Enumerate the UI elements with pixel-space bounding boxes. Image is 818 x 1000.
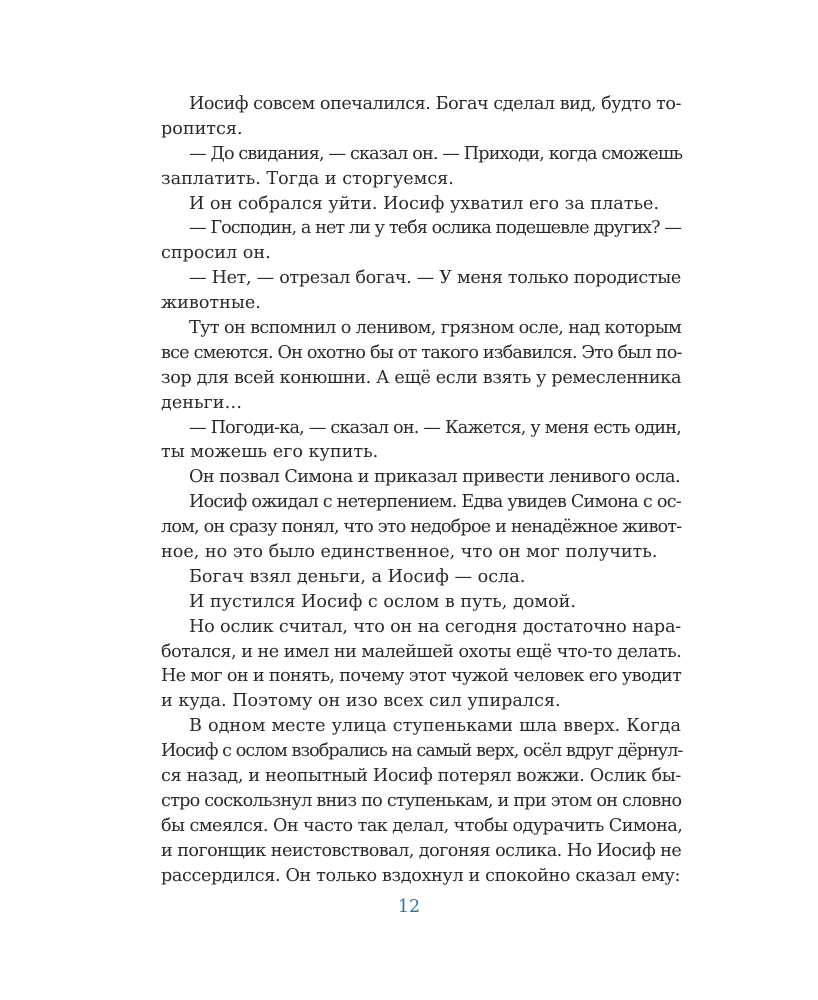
text-line: Но ослик считал, что он на сегодня достаточно нара- — [189, 616, 681, 637]
paragraph — [161, 465, 681, 490]
page-number: 12 — [397, 897, 421, 917]
text-line: Не мог он и понять, почему этот чужой человек его уводит — [161, 666, 682, 687]
text-line: Иосиф ожидал с нетерпением. Едва увидев Симона с ос- — [189, 492, 681, 513]
text-line: Он позвал Симона и приказал привести ленивого осла. — [189, 467, 681, 488]
paragraph — [161, 490, 681, 565]
paragraph — [161, 316, 681, 416]
text-line: стро соскользнул вниз по ступенькам, и при этом он словно — [161, 790, 682, 811]
text-line: ботался, и не имел ни малейшей охоты ещё что-то делать. — [161, 641, 682, 662]
paragraph — [161, 216, 681, 266]
paragraph — [161, 714, 681, 888]
text-line: все смеются. Он охотно бы от такого избавился. Это был по- — [161, 342, 682, 363]
text-line: бы смеялся. Он часто так делал, чтобы одурачить Симона, — [161, 815, 683, 836]
paragraph — [161, 192, 681, 217]
paragraph — [161, 615, 681, 715]
text-line: — Погоди-ка, — сказал он. — Кажется, у меня есть один, — [189, 417, 681, 438]
text-line: спросил он. — [161, 243, 271, 264]
text-line: ты можешь его купить. — [161, 442, 379, 463]
text-line: зор для всей конюшни. А ещё если взять у ремесленника — [161, 367, 682, 388]
text-line: и погонщик неистовствовал, догоняя ослика. Но Иосиф не — [161, 840, 682, 861]
text-line: ное, но это было единственное, что он мог получить. — [161, 542, 658, 563]
paragraph — [161, 266, 681, 316]
body-text — [161, 92, 681, 889]
text-line: И пустился Иосиф с ослом в путь, домой. — [189, 591, 576, 612]
paragraph — [161, 565, 681, 590]
paragraph — [161, 416, 681, 466]
text-line: — Нет, — отрезал богач. — У меня только породистые — [189, 268, 681, 289]
text-line: Иосиф с ослом взобрались на самый верх, осёл вдруг дёрнул- — [161, 741, 683, 762]
text-line: лом, он сразу понял, что это недоброе и ненадёжное живот- — [161, 517, 682, 538]
text-line: В одном месте улица ступеньками шла вверх. Когда — [189, 716, 681, 737]
text-line: ропится. — [161, 118, 243, 139]
text-line: заплатить. Тогда и сторгуемся. — [161, 168, 454, 189]
paragraph — [161, 590, 681, 615]
text-line: И он собрался уйти. Иосиф ухватил его за платье. — [189, 193, 660, 214]
paragraph — [161, 142, 681, 192]
text-line: — Господин, а нет ли у тебя ослика подешевле других? — — [189, 218, 681, 239]
text-line: ся назад, и неопытный Иосиф потерял вожжи. Ослик бы- — [161, 766, 681, 787]
text-line: и куда. Поэтому он изо всех сил упирался. — [161, 691, 561, 712]
text-line: животные. — [161, 293, 261, 314]
text-line: деньги… — [161, 392, 243, 413]
text-line: Тут он вспомнил о ленивом, грязном осле, над которым — [189, 318, 682, 339]
text-line: Иосиф совсем опечалился. Богач сделал вид, будто то- — [189, 94, 682, 114]
text-line: — До свидания, — сказал он. — Приходи, когда сможешь — [189, 143, 683, 164]
paragraph — [161, 92, 681, 142]
text-line: Богач взял деньги, а Иосиф — осла. — [189, 566, 526, 587]
text-line: рассердился. Он только вздохнул и спокойно сказал ему: — [161, 865, 681, 886]
